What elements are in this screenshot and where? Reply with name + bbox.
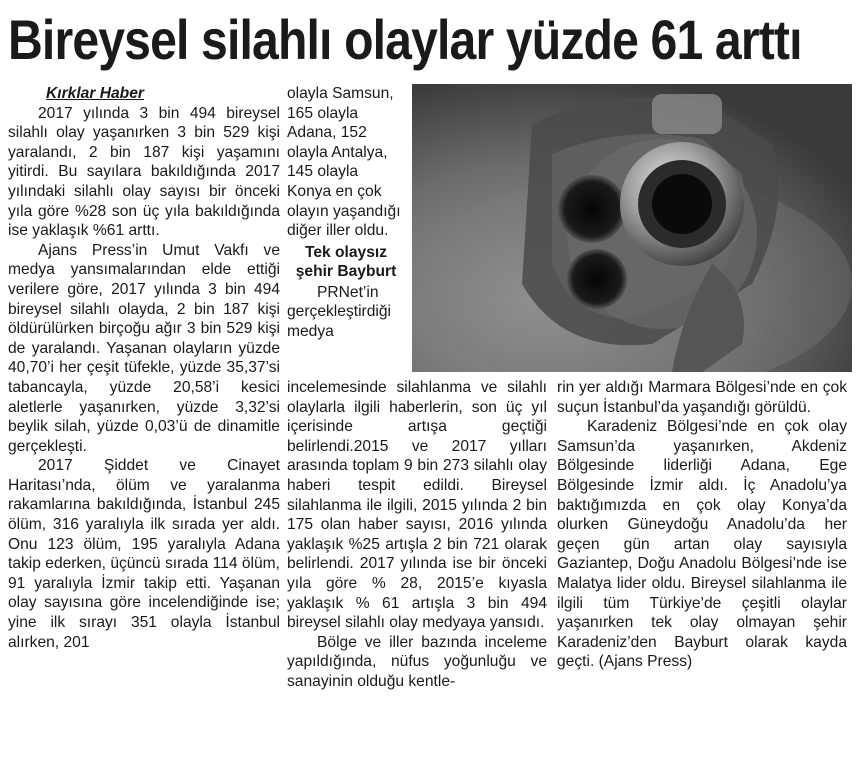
headline: Bireysel silahlı olaylar yüzde 61 arttı (8, 8, 802, 71)
byline: Kırklar Haber (46, 85, 144, 102)
subheading-line: şehir Bayburt (295, 262, 397, 280)
subheading-line: Tek olaysız (304, 243, 388, 261)
subheading (287, 243, 405, 281)
article-column-4 (557, 378, 847, 672)
revolver-photo (412, 84, 852, 372)
article-paragraph: Karadeniz Bölgesi’nde en çok olay Samsun’da yaşanırken, Akdeniz Bölgesinde liderliği Adana, Ege Bölgesinde İzmir aldı. İç Anadolu’ya baktığımızda en çok olay Konya’da olurken Güneydoğu Anadolu’da her geçen gün artan olay sayısıyla Gaziantep, Doğu Anadolu Bölgesi’nde ise Malatya lider oldu. Bireysel silahlanma ile ilgili tüm Türkiye’de çeşitli olaylar yaşanırken tek olay olmayan şehir Karadeniz’den Bayburt olarak kayda geçti. (Ajans Press) (557, 418, 847, 671)
article-column-2 (287, 84, 405, 342)
article-column-3 (287, 378, 547, 692)
article-paragraph: Bölge ve iller bazında inceleme yapıldığında, nüfus yoğunluğu ve sanayinin olduğu kentle- (287, 633, 547, 690)
article-paragraph: Ajans Press’in Umut Vakfı ve medya yansımalarından elde ettiği verilere göre, 2017 yılında 3 bin 494 bireysel silahlı olayda, 2 bin 187 kişi öldürülürken birçoğu ağır 3 bin 529 kişi de yaralandı. Yaşanan olayların yüzde 40,70’i her çeşit tüfekle, yüzde 35,37’si tabancayla, yüzde 20,58’i kesici aletlerle yaşanırken, yüzde 3,32’si beylik silah, yüzde 0,03’ü de dinamitle gerçekleşti. (8, 241, 280, 455)
article-column-1 (8, 84, 280, 652)
article-paragraph: 2017 yılında 3 bin 494 bireysel silahlı olay yaşanırken 3 bin 529 kişi yaralandı, 2 bin 187 kişi yaşamını yitirdi. Bu sayılara bakıldığında 2017 yılındaki silahlı olay sayısı bir önceki yıla göre %28 son üç yıla bakıldığında ise yaklaşık %61 arttı. (8, 104, 280, 240)
article-paragraph: PRNet’in gerçekleştirdiği medya (287, 283, 392, 340)
article-paragraph: 2017 Şiddet ve Cinayet Haritası’nda, ölüm ve yaralanma rakamlarına bakıldığında, İstanbul 245 ölüm, 316 yaralıyla ilk sırada yer aldı. Onu 123 ölüm, 195 yaralıyla Adana takip ederken, üçüncü sırada 114 ölüm, 91 yaralıyla İzmir takip etti. Yaşanan olay sayısına göre incelendiğinde ise; yine ilk sırayı 351 olayla İstanbul alırken, 201 (8, 457, 280, 651)
article-paragraph: olayla Samsun, 165 olayla Adana, 152 olayla Antalya, 145 olayla Konya en çok olayın yaşandığı diğer iller oldu. (287, 85, 401, 240)
article-paragraph: rin yer aldığı Marmara Bölgesi’nde en çok suçun İstanbul’da yaşandığı görüldü. (557, 379, 847, 416)
article-paragraph: incelemesinde silahlanma ve silahlı olaylarla ilgili haberlerin, son üç yıl içerisinde artışa geçtiği belirlendi.2015 ve 2017 yılları arasında toplam 9 bin 273 silahlı olay haberi tespit edildi. Bireysel silahlanma ile ilgili, 2015 yılında 2 bin 175 olan haber sayısı, 2016 yılında yaklaşık %25 artışla 2 bin 721 olarak belirlendi. 2017 yılında ise bir önceki yıla göre % 28, 2015’e kıyasla yaklaşık % 61 artışla 3 bin 494 bireysel silahlı olay medyaya yansıdı. (287, 379, 547, 632)
revolver-illustration (412, 84, 852, 372)
